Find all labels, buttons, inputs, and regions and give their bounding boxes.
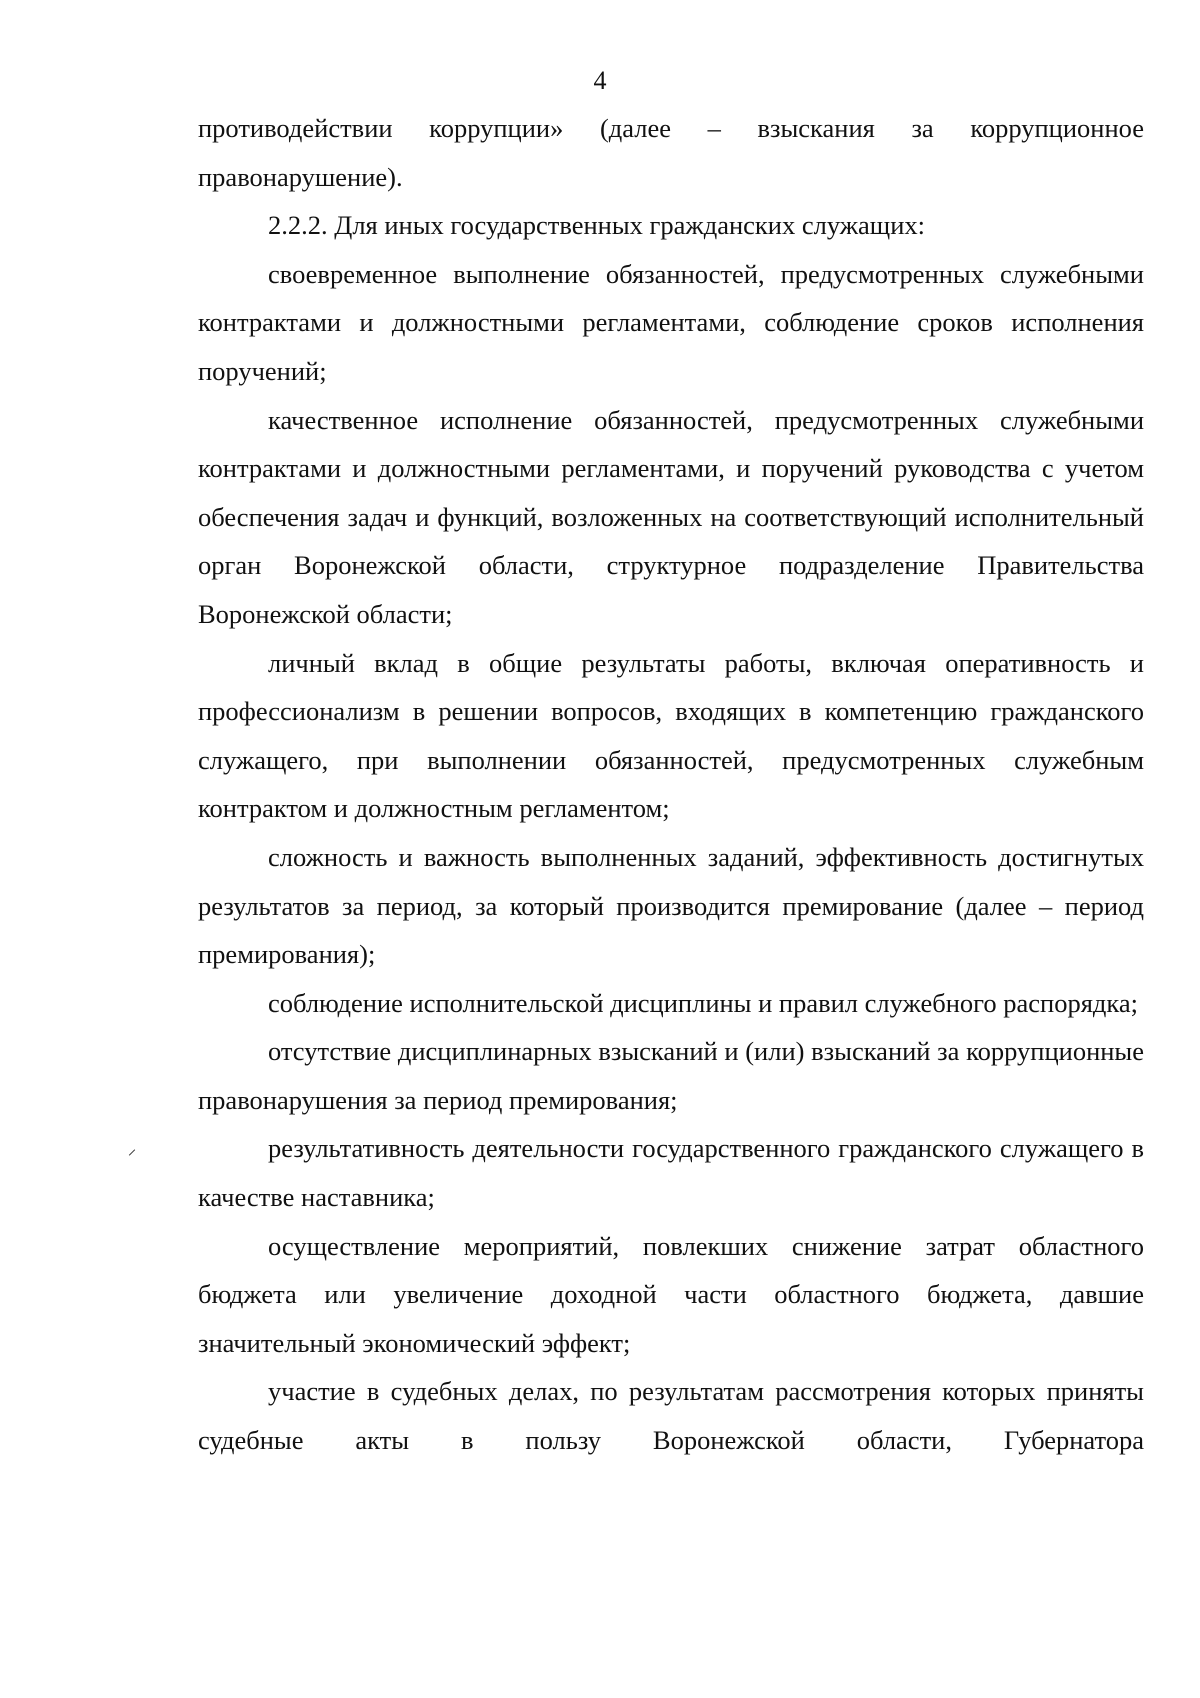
document-body	[198, 104, 1144, 1465]
criterion-timely-execution: своевременное выполнение обязанностей, предусмотренных служебными контрактами и должностными регламентами, соблюдение сроков исполнения поручений;	[198, 258, 1144, 386]
criterion-no-penalties: отсутствие дисциплинарных взысканий и (или) взысканий за коррупционные правонарушения за период премирования;	[198, 1036, 1144, 1115]
scan-mark	[129, 1149, 135, 1155]
section-heading-2-2-2: 2.2.2. Для иных государственных гражданских служащих:	[268, 210, 925, 241]
criterion-complexity-importance: сложность и важность выполненных заданий, эффективность достигнутых результатов за период, за который производится премирование (далее – период премирования);	[198, 841, 1144, 970]
criterion-personal-contribution: личный вклад в общие результаты работы, включая оперативность и профессионализм в решении вопросов, входящих в компетенцию гражданского служащего, при выполнении обязанностей, предусмотренных служебным контрактом и должностным регламентом;	[198, 647, 1144, 824]
criterion-discipline: соблюдение исполнительской дисциплины и правил служебного распорядка;	[268, 987, 1138, 1018]
paragraph-continuation: противодействии коррупции» (далее – взыскания за коррупционное правонарушение).	[198, 113, 1144, 192]
criterion-quality-execution: качественное исполнение обязанностей, предусмотренных служебными контрактами и должностными регламентами, и поручений руководства с учетом обеспечения задач и функций, возложенных на соответствующий исполнительный орган Воронежской области, структурное подразделение Правительства Воронежской области;	[198, 404, 1144, 629]
criterion-court-cases: участие в судебных делах, по результатам рассмотрения которых приняты судебные акты в пользу Воронежской области, Губернатора	[198, 1376, 1144, 1456]
page-number: 4	[593, 66, 607, 95]
criterion-mentorship: результативность деятельности государственного гражданского служащего в качестве наставника;	[198, 1133, 1144, 1213]
criterion-budget-effect: осуществление мероприятий, повлекших снижение затрат областного бюджета или увеличение доходной части областного бюджета, давшие значительный экономический эффект;	[198, 1230, 1144, 1358]
